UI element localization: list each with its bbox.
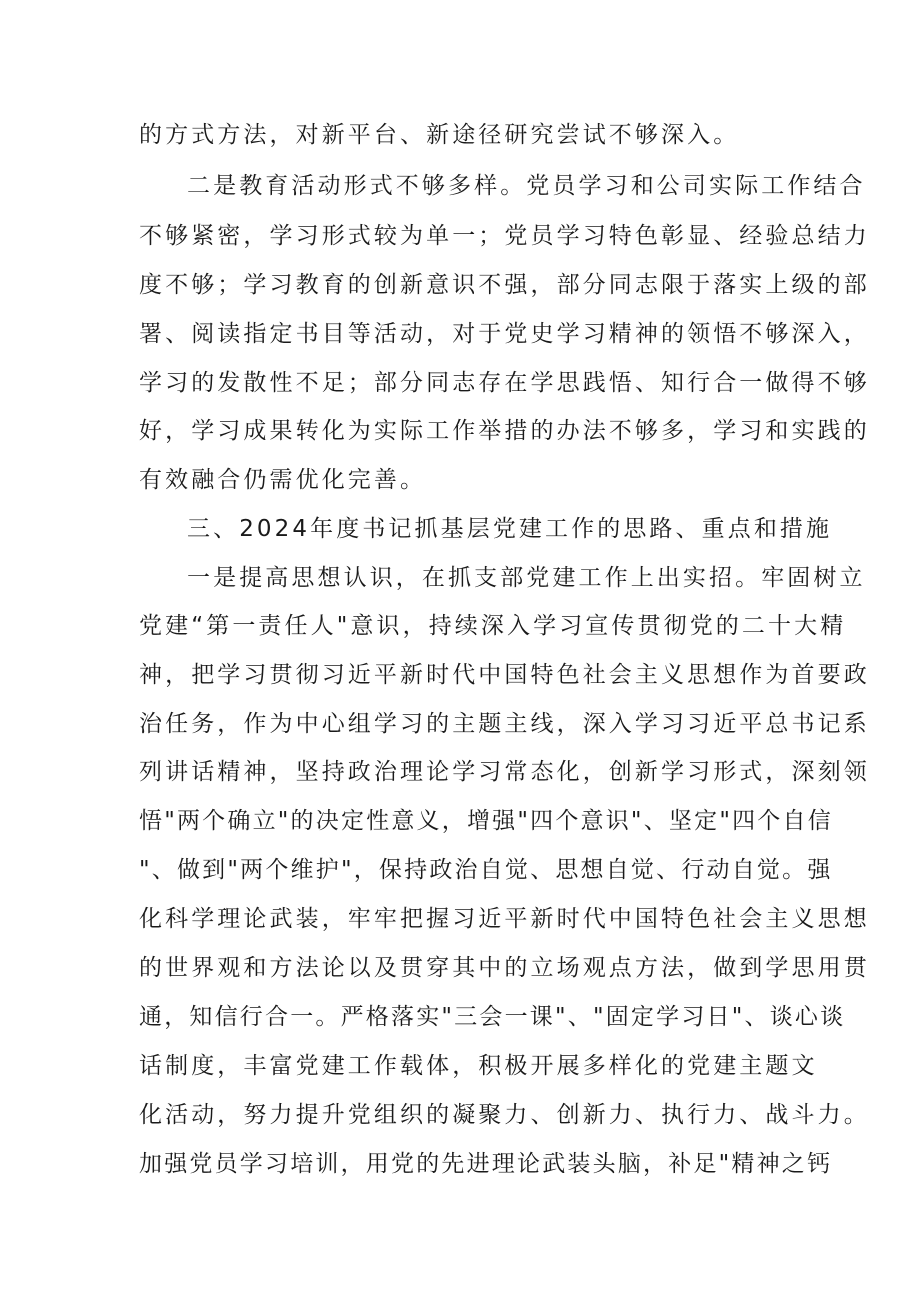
text-line: 化科学理论武装，牢牢把握习近平新时代中国特色社会主义思想 <box>139 906 870 932</box>
text-line: 不够紧密，学习形式较为单一；党员学习特色彰显、经验总结力 <box>139 223 870 249</box>
text-line: 化活动，努力提升党组织的凝聚力、创新力、执行力、战斗力。 <box>139 1102 870 1128</box>
text-line: 通，知信行合一。严格落实"三会一课"、"固定学习日"、谈心谈 <box>139 1004 846 1030</box>
text-line: 署、阅读指定书目等活动，对于党史学习精神的领悟不够深入， <box>139 321 870 347</box>
text-line: 一是提高思想认识，在抓支部党建工作上出实招。牢固树立 <box>187 565 866 591</box>
text-line: 二是教育活动形式不够多样。党员学习和公司实际工作结合 <box>187 173 866 199</box>
text-line: "、做到"两个维护"，保持政治自觉、思想自觉、行动自觉。强 <box>139 857 833 883</box>
text-line: 好，学习成果转化为实际工作举措的办法不够多，学习和实践的 <box>139 418 870 444</box>
text-line: 悟"两个确立"的决定性意义，增强"四个意识"、坚定"四个自信 <box>139 808 833 834</box>
text-line: 党建“第一责任人"意识，持续深入学习宣传贯彻党的二十大精 <box>139 613 847 639</box>
text-line: 的方式方法，对新平台、新途径研究尝试不够深入。 <box>139 122 740 148</box>
section-heading: 三、2024年度书记抓基层党建工作的思路、重点和措施 <box>187 516 833 542</box>
text-line: 加强党员学习培训，用党的先进理论武装头脑，补足"精神之钙 <box>139 1151 833 1177</box>
text-line: 有效融合仍需优化完善。 <box>139 467 427 493</box>
text-line: 学习的发散性不足；部分同志存在学思践悟、知行合一做得不够 <box>139 370 870 396</box>
text-line: 治任务，作为中心组学习的主题主线，深入学习习近平总书记系 <box>139 711 870 737</box>
text-line: 列讲话精神，坚持政治理论学习常态化，创新学习形式，深刻领 <box>139 759 870 785</box>
text-line: 的世界观和方法论以及贯穿其中的立场观点方法，做到学思用贯 <box>139 955 870 981</box>
text-line: 话制度，丰富党建工作载体，积极开展多样化的党建主题文 <box>139 1053 818 1079</box>
text-line: 度不够；学习教育的创新意识不强，部分同志限于落实上级的部 <box>139 272 870 298</box>
text-line: 神，把学习贯彻习近平新时代中国特色社会主义思想作为首要政 <box>139 662 870 688</box>
